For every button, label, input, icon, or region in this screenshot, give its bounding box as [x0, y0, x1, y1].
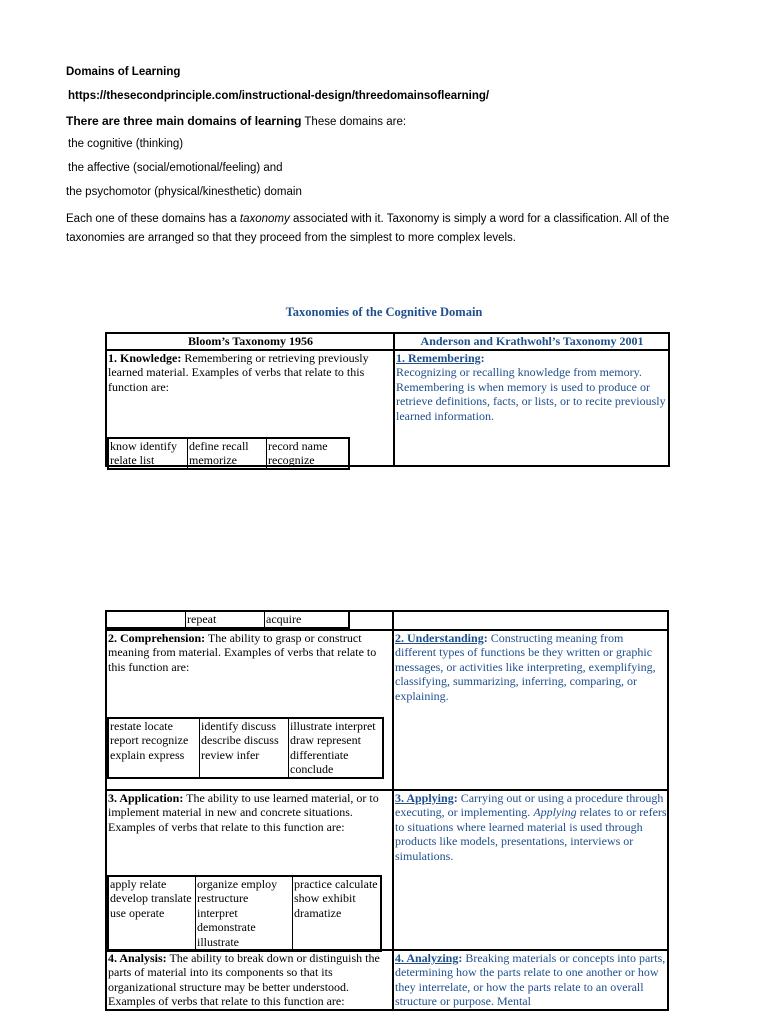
knowledge-verbs — [107, 437, 350, 470]
verb-col: illustrate interpret draw represent differentiate conclude — [289, 718, 384, 778]
analyzing-cell — [393, 950, 668, 1010]
applying-colon: : — [453, 790, 458, 805]
verb-col: practice calculate show exhibit dramatize — [293, 876, 382, 951]
knowledge-cell — [106, 350, 394, 466]
verb-col: restate locate report recognize explain express — [108, 718, 200, 778]
applying-desc-b: relates to or refers to situations where learned material is used through products like models, presentations, interviews or simulations. — [395, 805, 667, 863]
comprehension-verbs — [107, 717, 384, 779]
domain-psychomotor: the psychomotor (physical/kinesthetic) domain — [66, 186, 302, 198]
comprehension-label: 2. Comprehension: — [108, 630, 206, 645]
understanding-desc: Constructing meaning from different types of functions be they written or graphic messages, or activities like interpreting, exemplifying, classifying, summarizing, inferring, comparing, or explaining. — [395, 630, 656, 703]
analyzing-desc: Breaking materials or concepts into parts, determining how the parts relate to one another or how they interrelate, or how the parts relate to an overall structure or purpose. Mental — [395, 950, 666, 1009]
verb-col: acquire — [265, 612, 350, 628]
source-url[interactable]: https://thesecondprinciple.com/instructional-design/threedomainsoflearning/ — [68, 90, 490, 102]
main-domains-line — [66, 114, 406, 128]
analyzing-label: 4. Analyzing — [395, 950, 459, 965]
domain-affective: the affective (social/emotional/feeling) and — [68, 162, 283, 174]
application-desc: The ability to use learned material, or to implement material in new and concrete situations. Examples of verbs that relate to this function are: — [108, 790, 379, 834]
knowledge-label: 1. Knowledge: — [108, 350, 182, 365]
applying-desc-em: Applying — [533, 805, 577, 820]
application-label: 3. Application: — [108, 790, 184, 805]
main-domains-bold: There are three main domains of learning — [66, 114, 302, 128]
remembering-label: 1. Remembering — [396, 350, 481, 365]
header-bloom: Bloom’s Taxonomy 1956 — [106, 333, 394, 350]
para-a: Each one of these domains has a — [66, 213, 240, 225]
header-anderson: Anderson and Krathwohl’s Taxonomy 2001 — [394, 333, 669, 350]
verb-col: organize employ restructure interpret demonstrate illustrate — [196, 876, 293, 951]
para-em: taxonomy — [239, 213, 290, 225]
analysis-desc: The ability to break down or distinguish the parts of material into its components so that its organizational structure may be better understood. Examples of verbs that relate to this function are: — [108, 950, 380, 1009]
comprehension-desc: The ability to grasp or construct meaning from material. Examples of verbs that relate to this function are: — [108, 630, 377, 674]
para-b: associated with it. Taxonomy is simply a word for a classification. All of the — [289, 213, 670, 225]
knowledge-desc: Remembering or retrieving previously learned material. Examples of verbs that relate to this function are: — [108, 350, 369, 394]
verb-col: know identify relate list — [108, 438, 188, 469]
verb-col: record name recognize — [267, 438, 350, 469]
remembering-cell — [394, 350, 669, 466]
applying-label: 3. Applying — [395, 790, 454, 805]
understanding-colon: : — [483, 630, 488, 645]
comprehension-cell — [106, 630, 393, 790]
understanding-label: 2. Understanding — [395, 630, 484, 645]
analyzing-colon: : — [458, 950, 463, 965]
application-cell — [106, 790, 393, 950]
remembering-desc: Recognizing or recalling knowledge from memory. Remembering is when memory is used to produce or retrieve definitions, facts, or lists, or to recite previously learned information. — [396, 365, 666, 423]
verb-col: define recall memorize — [188, 438, 267, 469]
taxonomy-paragraph — [66, 210, 706, 248]
applying-cell — [393, 790, 668, 950]
table-title: Taxonomies of the Cognitive Domain — [285, 305, 483, 319]
empty-cell — [393, 611, 668, 630]
doc-heading: Domains of Learning — [66, 66, 181, 78]
applying-desc-a: Carrying out or using a procedure through executing, or implementing. — [395, 790, 664, 820]
analysis-label: 4. Analysis: — [108, 950, 167, 965]
knowledge-verbs-cont — [107, 612, 350, 629]
verb-col: apply relate develop translate use operate — [108, 876, 196, 951]
remembering-colon: : — [480, 350, 485, 365]
main-domains-rest: These domains are: — [301, 116, 407, 128]
application-verbs — [107, 875, 382, 952]
verb-col: repeat — [186, 612, 265, 628]
understanding-cell — [393, 630, 668, 790]
para-line2: taxonomies are arranged so that they proceed from the simplest to more complex levels. — [66, 232, 516, 244]
knowledge-verbs-cont-cell — [106, 611, 393, 630]
verb-col — [107, 612, 186, 628]
taxonomy-table-part1 — [105, 332, 670, 467]
domain-cognitive: the cognitive (thinking) — [68, 138, 184, 150]
verb-col: identify discuss describe discuss review infer — [200, 718, 289, 778]
analysis-cell — [106, 950, 393, 1010]
taxonomy-table-part2 — [105, 610, 669, 1011]
